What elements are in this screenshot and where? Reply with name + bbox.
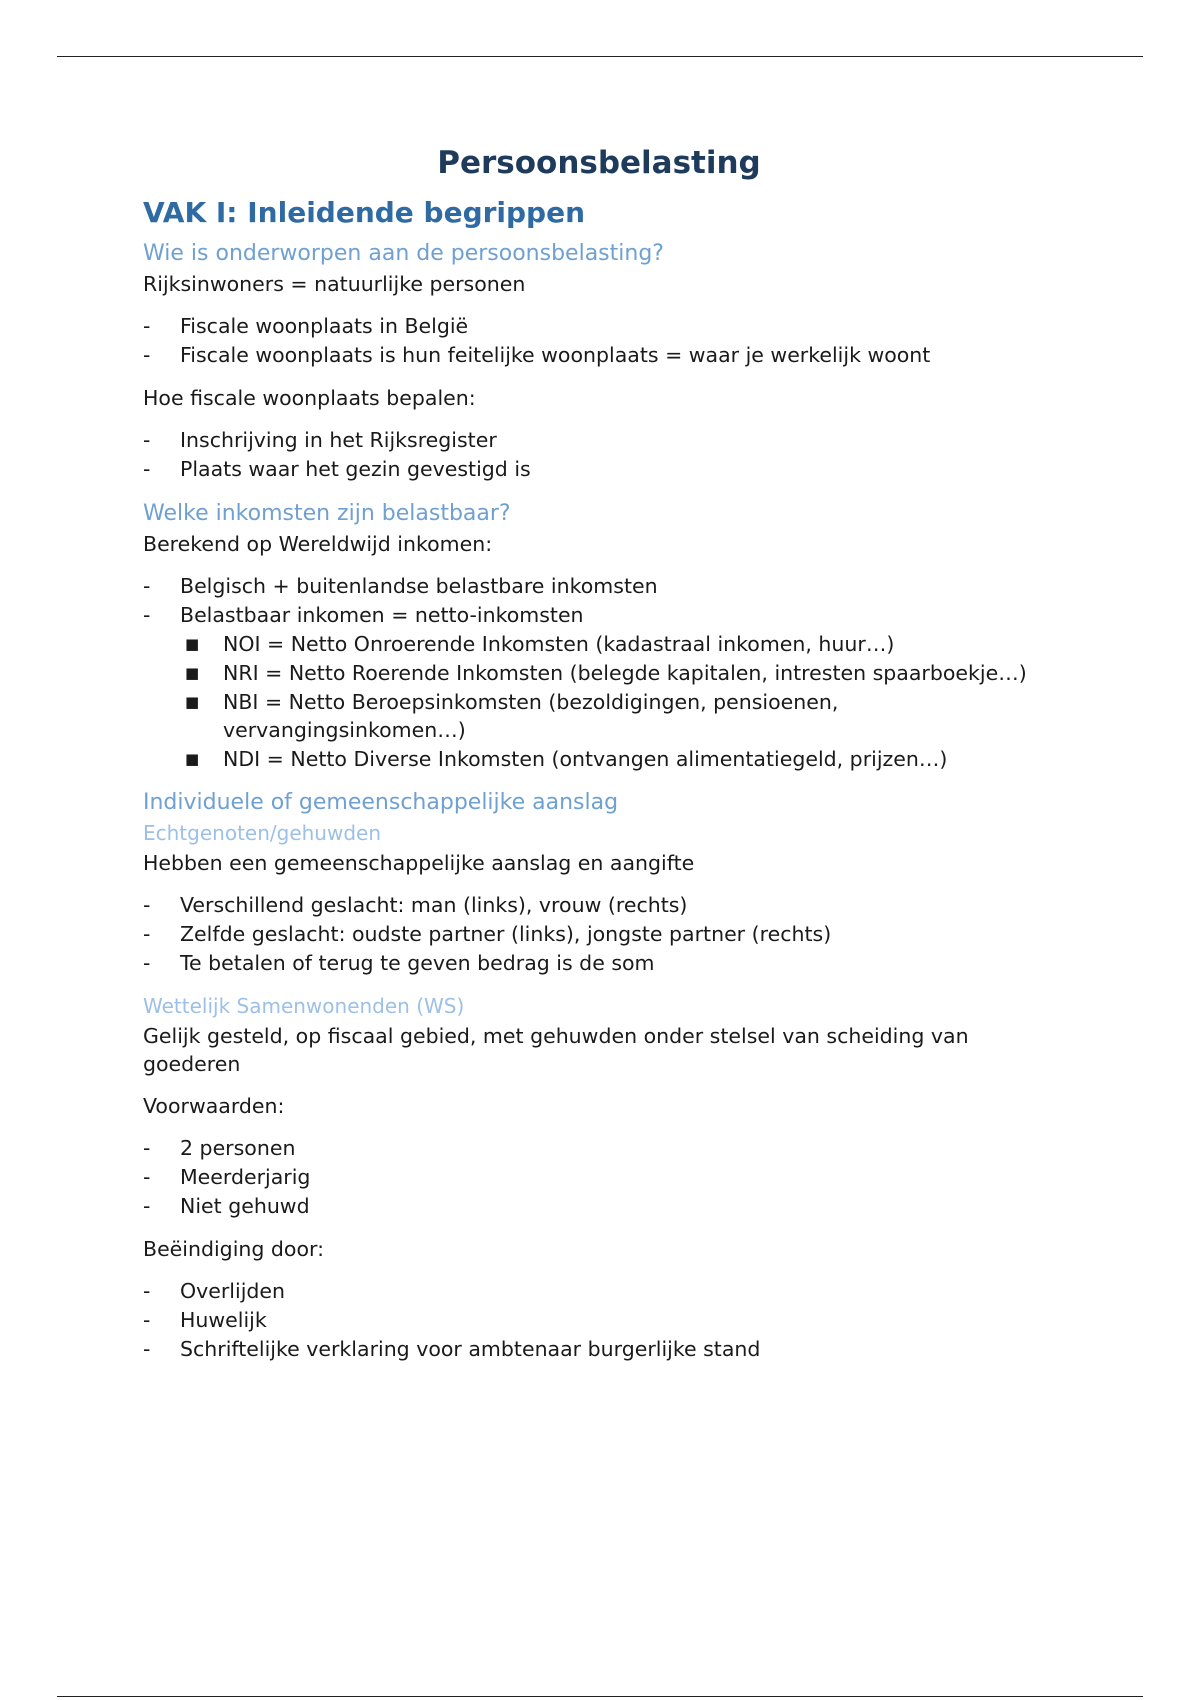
- paragraph: Rijksinwoners = natuurlijke personen: [143, 272, 526, 296]
- sub-list-item: ■ NRI = Netto Roerende Inkomsten (belegde kapitalen, intresten spaarboekje…): [185, 661, 1027, 685]
- sub-list-item: ■ NOI = Netto Onroerende Inkomsten (kadastraal inkomen, huur…): [185, 632, 895, 656]
- list-item: - Belgisch + buitenlandse belastbare inkomsten: [143, 574, 658, 598]
- sub-bullet-list: [180, 630, 1063, 773]
- heading-onderworpen: Wie is onderworpen aan de persoonsbelasting?: [143, 241, 664, 266]
- list-item: - Plaats waar het gezin gevestigd is: [143, 457, 531, 481]
- paragraph: Hebben een gemeenschappelijke aanslag en aangifte: [143, 851, 695, 875]
- sub-list-item: ■ NBI = Netto Beroepsinkomsten (bezoldigingen, pensioenen, vervangingsinkomen…): [185, 690, 839, 742]
- paragraph: Berekend op Wereldwijd inkomen:: [143, 532, 493, 556]
- list-item: - Fiscale woonplaats is hun feitelijke woonplaats = waar je werkelijk woont: [143, 343, 931, 367]
- list-item: - Verschillend geslacht: man (links), vrouw (rechts): [143, 893, 688, 917]
- subheading-samenwonenden: Wettelijk Samenwonenden (WS): [143, 994, 465, 1018]
- paragraph: Hoe fiscale woonplaats bepalen:: [143, 386, 476, 410]
- footer-rule: [57, 1696, 1143, 1697]
- list-item: - Zelfde geslacht: oudste partner (links), jongste partner (rechts): [143, 922, 832, 946]
- document-body: [143, 138, 1063, 1378]
- heading-aanslag: Individuele of gemeenschappelijke aanslag: [143, 790, 619, 815]
- paragraph: Voorwaarden:: [143, 1094, 285, 1118]
- list-item: - Te betalen of terug te geven bedrag is de som: [143, 951, 655, 975]
- header-rule: [57, 56, 1143, 57]
- list-item: - Schriftelijke verklaring voor ambtenaar burgerlijke stand: [143, 1337, 761, 1361]
- list-item: - Huwelijk: [143, 1308, 267, 1332]
- document-title: Persoonsbelasting: [437, 145, 761, 181]
- list-item: - Niet gehuwd: [143, 1194, 310, 1218]
- subheading-gehuwden: Echtgenoten/gehuwden: [143, 821, 382, 845]
- bullet-list: [143, 1134, 1063, 1221]
- paragraph: Gelijk gesteld, op fiscaal gebied, met gehuwden onder stelsel van scheiding van goederen: [143, 1024, 969, 1076]
- list-item: - Inschrijving in het Rijksregister: [143, 428, 497, 452]
- list-item: - 2 personen: [143, 1136, 296, 1160]
- bullet-list: [143, 426, 1063, 484]
- heading-inkomsten: Welke inkomsten zijn belastbaar?: [143, 501, 511, 526]
- list-item: - Belastbaar inkomen = netto-inkomsten ■ NOI = Netto Onroerende Inkomsten (kadastraal inkomen, huur…) ■ NRI = Netto Roerende Inkomsten (belegde kapitalen, intresten spaarboekje…) ■ NBI = Netto Beroepsinkomsten (bezoldigingen, pensioenen, vervangingsinkomen…) ■ NDI = Netto Diverse Inkomsten (ontvangen alimentatiegeld, prijzen…): [143, 601, 1063, 773]
- list-item: - Fiscale woonplaats in België: [143, 314, 469, 338]
- bullet-list: [143, 572, 1063, 773]
- section-heading-vak: VAK I: Inleidende begrippen: [143, 196, 586, 229]
- bullet-list: [143, 1277, 1063, 1364]
- list-item: - Overlijden: [143, 1279, 286, 1303]
- bullet-list: [143, 891, 1063, 978]
- list-item: - Meerderjarig: [143, 1165, 311, 1189]
- sub-list-item: ■ NDI = Netto Diverse Inkomsten (ontvangen alimentatiegeld, prijzen…): [185, 747, 948, 771]
- bullet-list: [143, 312, 1063, 370]
- paragraph: Beëindiging door:: [143, 1237, 324, 1261]
